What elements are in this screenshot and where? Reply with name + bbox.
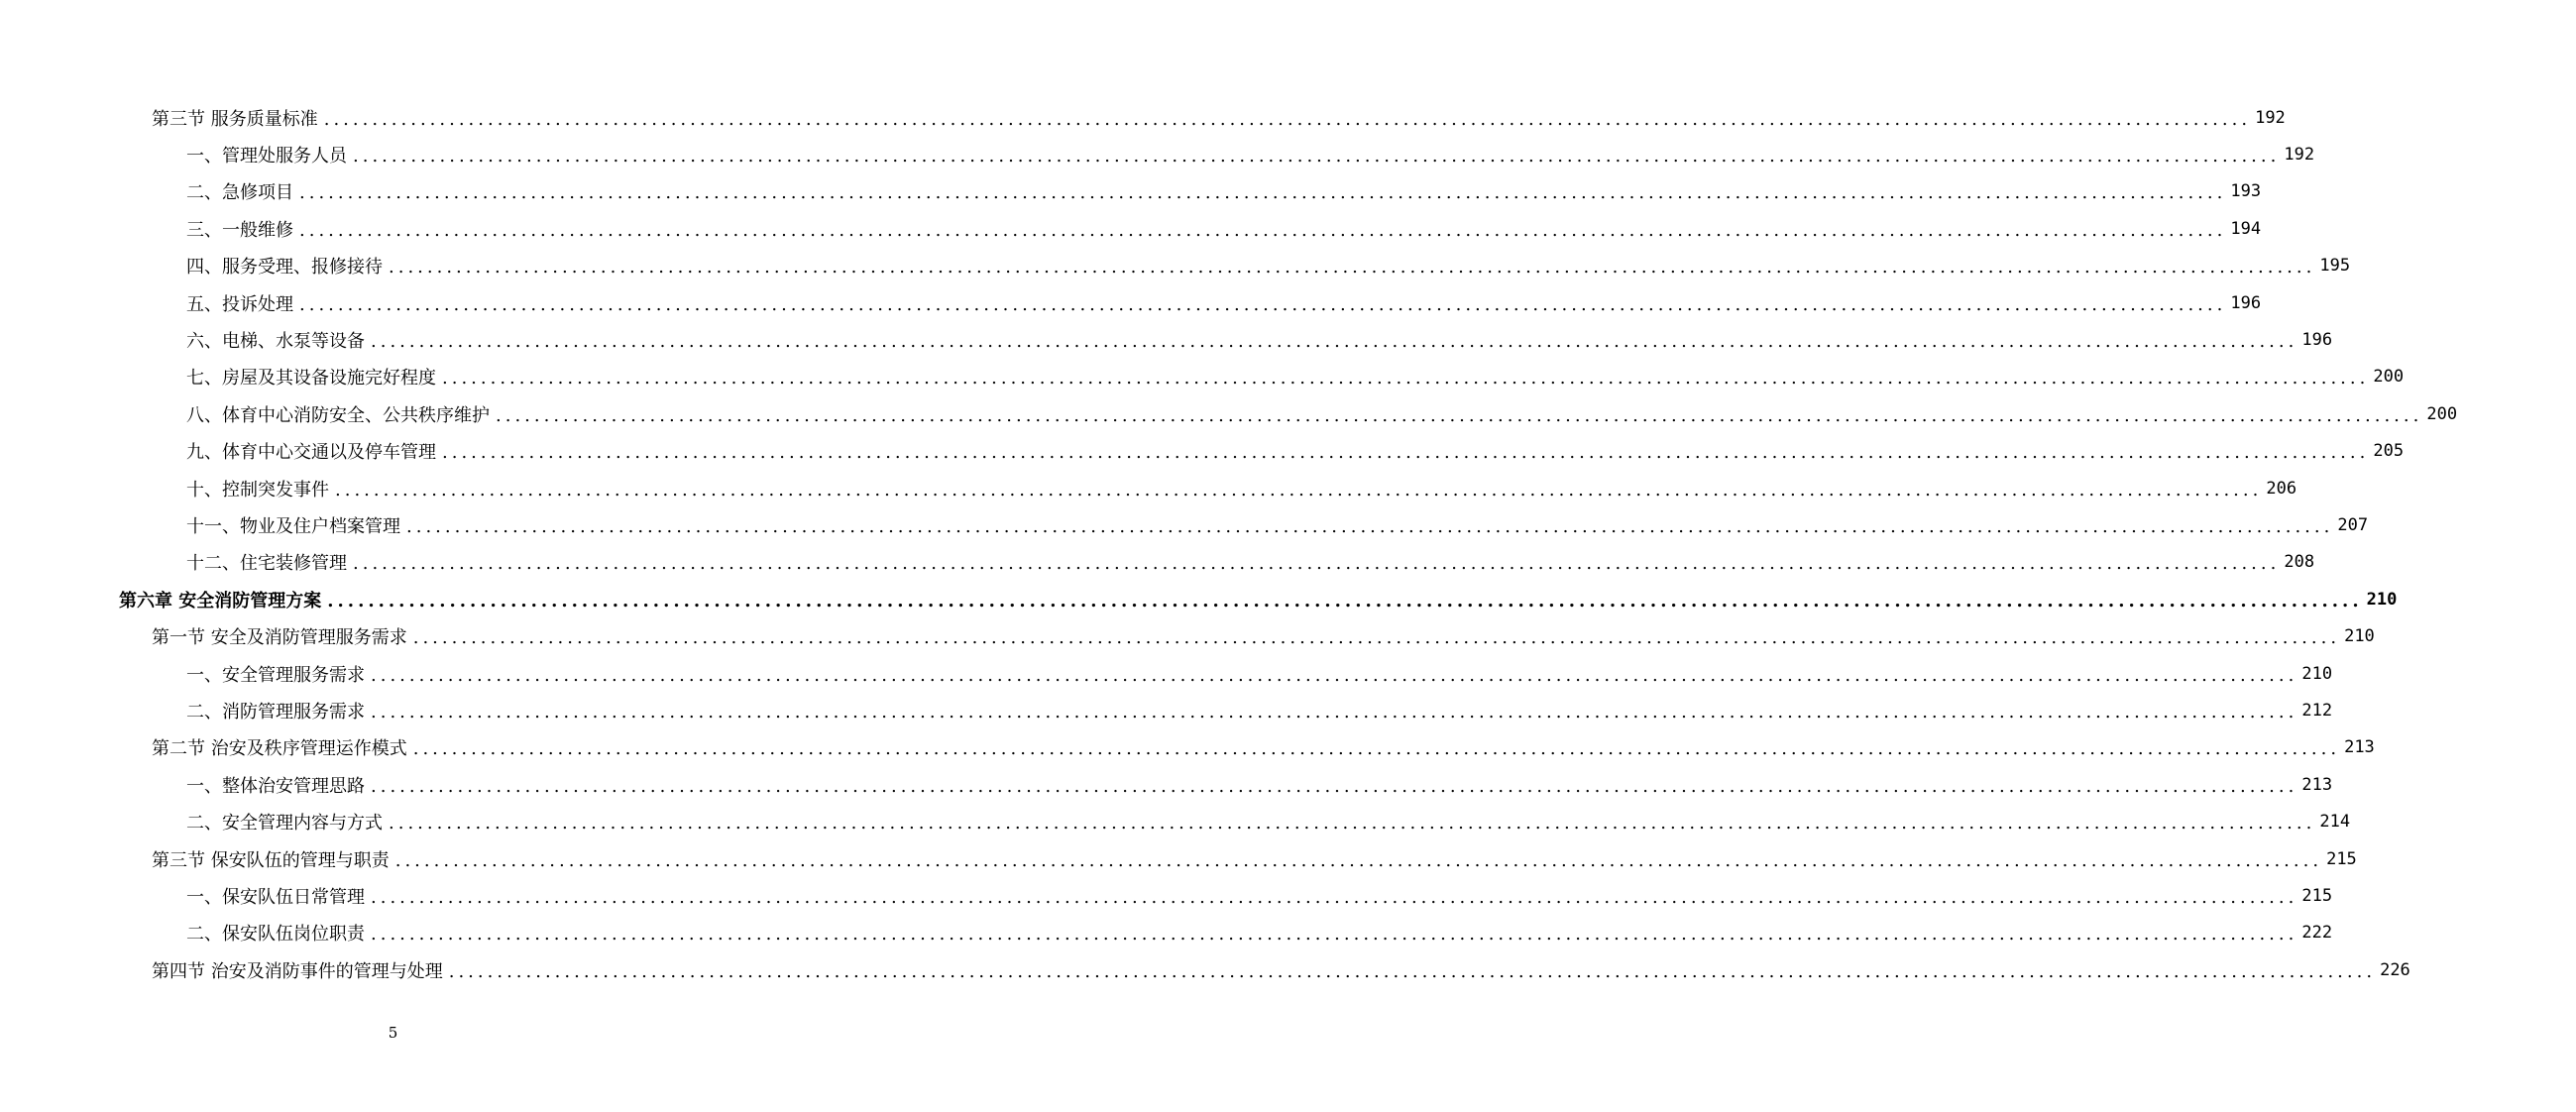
dot-leader: ........................................................................................................................................................................................................ (335, 479, 2263, 500)
toc-entry-title: 第六章 安全消防管理方案 (119, 590, 322, 612)
toc-entry[interactable] (0, 433, 2405, 470)
toc-entry-page: 210 (2344, 626, 2375, 647)
dot-leader: ........................................................................................................................................................................................................ (323, 108, 2252, 130)
dot-leader: ........................................................................................................................................................................................................ (353, 553, 2281, 575)
toc-entry-title: 第二节 治安及秩序管理运作模式 (152, 738, 407, 760)
toc-entry-title: 一、保安队伍日常管理 (186, 886, 365, 908)
toc-entry-title: 一、安全管理服务需求 (186, 664, 365, 686)
table-of-contents (0, 99, 2458, 988)
toc-entry[interactable] (0, 544, 2315, 581)
toc-entry-page: 212 (2301, 700, 2333, 721)
toc-entry-page: 196 (2230, 292, 2262, 313)
dot-leader: ........................................................................................................................................................................................................ (371, 664, 2298, 686)
toc-entry-page: 200 (2426, 403, 2458, 424)
dot-leader: ........................................................................................................................................................................................................ (496, 404, 2423, 426)
toc-entry[interactable] (0, 617, 2375, 654)
toc-entry[interactable] (0, 803, 2351, 839)
toc-entry-page: 210 (2301, 663, 2333, 684)
toc-entry-page: 226 (2380, 959, 2410, 980)
toc-entry-title: 第四节 治安及消防事件的管理与处理 (152, 960, 443, 982)
dot-leader: ........................................................................................................................................................................................................ (371, 775, 2298, 797)
toc-entry-page: 196 (2301, 330, 2333, 351)
toc-entry[interactable] (0, 581, 2398, 617)
toc-entry[interactable] (0, 284, 2262, 321)
toc-entry[interactable] (0, 877, 2333, 914)
toc-entry[interactable] (0, 136, 2315, 172)
toc-entry-page: 213 (2344, 737, 2375, 758)
toc-entry-title: 三、一般维修 (186, 219, 293, 241)
toc-entry-page: 208 (2284, 552, 2315, 573)
toc-entry-title: 十、控制突发事件 (186, 479, 329, 500)
dot-leader: ........................................................................................................................................................................................................ (327, 590, 2363, 612)
toc-entry-title: 四、服务受理、报修接待 (186, 257, 383, 278)
dot-leader: ........................................................................................................................................................................................................ (412, 627, 2341, 649)
toc-entry-page: 200 (2373, 367, 2405, 388)
toc-entry-page: 192 (2284, 145, 2315, 166)
toc-entry[interactable] (0, 729, 2375, 766)
toc-entry[interactable] (0, 321, 2333, 358)
toc-entry-page: 215 (2301, 885, 2333, 906)
toc-entry-page: 206 (2266, 478, 2297, 499)
toc-entry-title: 九、体育中心交通以及停车管理 (186, 442, 436, 464)
toc-entry[interactable] (0, 915, 2333, 951)
toc-entry-page: 192 (2255, 107, 2286, 128)
dot-leader: ........................................................................................................................................................................................................ (299, 182, 2227, 204)
dot-leader: ........................................................................................................................................................................................................ (448, 960, 2377, 982)
toc-entry[interactable] (0, 470, 2297, 506)
toc-entry-title: 第三节 服务质量标准 (152, 108, 318, 130)
toc-entry-title: 二、消防管理服务需求 (186, 701, 365, 723)
toc-entry-title: 一、整体治安管理思路 (186, 775, 365, 797)
toc-entry[interactable] (0, 99, 2286, 136)
toc-entry-title: 二、急修项目 (186, 182, 293, 204)
dot-leader: ........................................................................................................................................................................................................ (371, 701, 2298, 723)
dot-leader: ........................................................................................................................................................................................................ (371, 331, 2298, 353)
toc-entry-title: 第一节 安全及消防管理服务需求 (152, 627, 407, 649)
dot-leader: ........................................................................................................................................................................................................ (442, 368, 2370, 389)
page-number: 5 (388, 1024, 398, 1042)
toc-entry[interactable] (0, 248, 2351, 284)
toc-entry-page: 214 (2319, 812, 2351, 833)
dot-leader: ........................................................................................................................................................................................................ (353, 146, 2281, 167)
toc-entry-title: 七、房屋及其设备设施完好程度 (186, 368, 436, 389)
toc-entry-title: 一、管理处服务人员 (186, 146, 347, 167)
toc-entry-title: 二、安全管理内容与方式 (186, 813, 383, 834)
toc-entry-page: 195 (2319, 256, 2351, 277)
dot-leader: ........................................................................................................................................................................................................ (371, 886, 2298, 908)
toc-entry-title: 六、电梯、水泵等设备 (186, 331, 365, 353)
dot-leader: ........................................................................................................................................................................................................ (389, 813, 2316, 834)
toc-entry[interactable] (0, 173, 2262, 210)
dot-leader: ........................................................................................................................................................................................................ (406, 515, 2334, 537)
toc-entry[interactable] (0, 692, 2333, 728)
dot-leader: ........................................................................................................................................................................................................ (389, 257, 2316, 278)
toc-entry[interactable] (0, 395, 2458, 432)
toc-entry[interactable] (0, 210, 2262, 247)
toc-entry[interactable] (0, 766, 2333, 803)
toc-entry-title: 第三节 保安队伍的管理与职责 (152, 849, 390, 871)
toc-entry-title: 二、保安队伍岗位职责 (186, 924, 365, 945)
toc-entry-title: 十二、住宅装修管理 (186, 553, 347, 575)
toc-entry[interactable] (0, 655, 2333, 692)
toc-entry[interactable] (0, 840, 2357, 877)
dot-leader: ........................................................................................................................................................................................................ (299, 219, 2227, 241)
toc-entry-title: 十一、物业及住户档案管理 (186, 515, 400, 537)
toc-entry-page: 222 (2301, 923, 2333, 944)
toc-entry[interactable] (0, 359, 2405, 395)
dot-leader: ........................................................................................................................................................................................................ (412, 738, 2341, 760)
toc-entry-page: 205 (2373, 441, 2405, 462)
dot-leader: ........................................................................................................................................................................................................ (442, 442, 2370, 464)
toc-entry-page: 210 (2366, 589, 2398, 610)
toc-entry-title: 八、体育中心消防安全、公共秩序维护 (186, 404, 490, 426)
toc-entry-page: 215 (2326, 848, 2357, 869)
toc-entry[interactable] (0, 506, 2369, 543)
toc-entry-page: 194 (2230, 218, 2262, 239)
toc-entry-page: 193 (2230, 181, 2262, 202)
dot-leader: ........................................................................................................................................................................................................ (394, 849, 2323, 871)
toc-entry-page: 207 (2337, 514, 2369, 535)
toc-entry-title: 五、投诉处理 (186, 293, 293, 315)
toc-entry[interactable] (0, 951, 2410, 988)
dot-leader: ........................................................................................................................................................................................................ (299, 293, 2227, 315)
dot-leader: ........................................................................................................................................................................................................ (371, 924, 2298, 945)
toc-entry-page: 213 (2301, 774, 2333, 795)
